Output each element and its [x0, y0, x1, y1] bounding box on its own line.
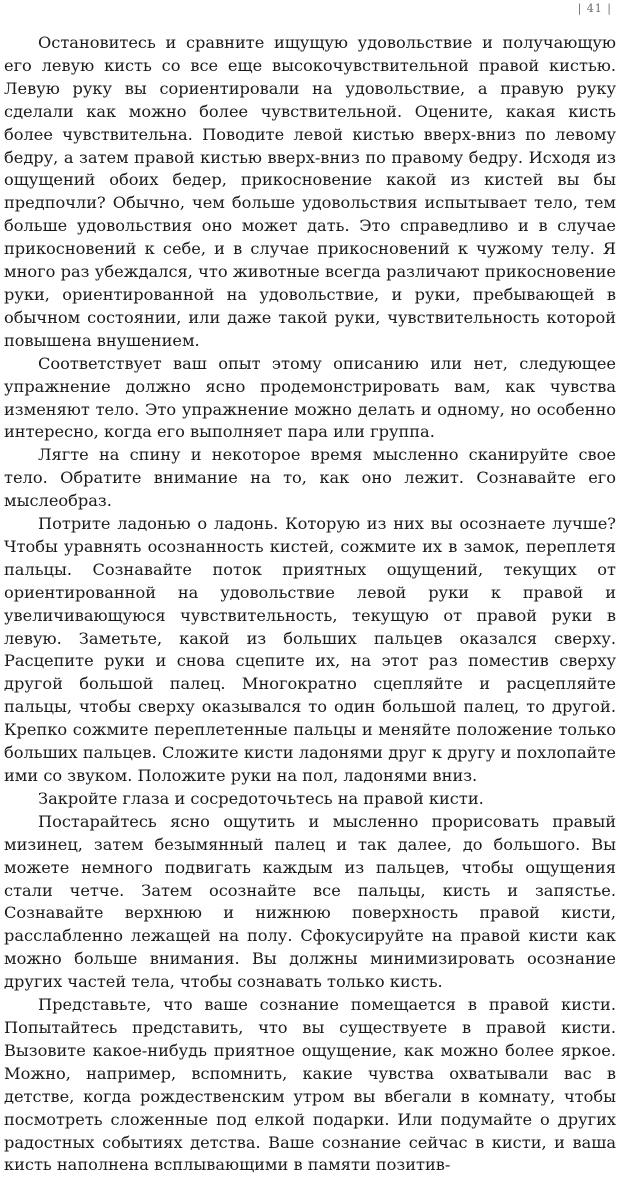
paragraph: Потрите ладонью о ладонь. Которую из них вы осознаете лучше? Чтобы уравнять осознанность кистей, сожмите их в замок, переплетя пальцы. Сознавайте поток приятных ощущений, текущих от ориентированной на удовольствие левой руки к правой и увеличивающуюся чувствительность, текущую от правой руки в левую. Заметьте, какой из больших пальцев оказался сверху. Расцепите руки и снова сцепите их, на этот раз поместив сверху другой большой палец. Многократно сцепляйте и расцепляйте пальцы, чтобы сверху оказывался то один большой палец, то другой. Крепко сожмите переплетенные пальцы и меняйте положение только больших пальцев. Сложите кисти ладонями друг к другу и похлопайте ими со звуком. Положите руки на пол, ладонями вниз. — [4, 514, 616, 785]
paragraph: Остановитесь и сравните ищущую удовольствие и получающую его левую кисть со все еще высокочувствительной правой кистью. Левую руку вы сориентировали на удовольствие, а правую руку сделали как можно более чувствительной. Оцените, какая кисть более чувствительна. Поводите левой кистью вверх-вниз по левому бедру, а затем правой кистью вверх-вниз по правому бедру. Исходя из ощущений обоих бедер, прикосновение какой из кистей вы бы предпочли? Обычно, чем больше удовольствия испытывает тело, тем больше удовольствия оно может дать. Это справедливо и в случае прикосновений к себе, и в случае прикосновений к чужому телу. Я много раз убеждался, что животные всегда различают прикосновение руки, ориентированной на удовольствие, и руки, пребывающей в обычном состоянии, или даже такой руки, чувствительность которой повышена внушением. — [4, 33, 616, 350]
paragraph: Соответствует ваш опыт этому описанию или нет, следующее упражнение должно ясно продемонстрировать вам, как чувства изменяют тело. Это упражнение можно делать и одному, но особенно интересно, когда его выполняет пара или группа. — [4, 353, 616, 442]
paragraph: Постарайтесь ясно ощутить и мысленно прорисовать правый мизинец, затем безымянный палец и так далее, до большого. Вы можете немного подвигать каждым из пальцев, чтобы ощущения стали четче. Затем осознайте все пальцы, кисть и запястье. Сознавайте верхнюю и нижнюю поверхность правой кисти, расслабленно лежащей на полу. Сфокусируйте на правой кисти как можно больше внимания. Вы должны минимизировать осознание других частей тела, чтобы сознавать только кисть. — [4, 811, 616, 992]
paragraph: Закройте глаза и сосредоточьтесь на правой кисти. — [38, 788, 484, 808]
paragraph: Представьте, что ваше сознание помещается в правой кисти. Попытайтесь представить, что вы существуете в правой кисти. Вызовите какое-нибудь приятное ощущение, как можно более яркое. Можно, например, вспомнить, какие чувства охватывали вас в детстве, когда рождественским утром вы вбегали в комнату, чтобы посмотреть сложенные под елкой подарки. Или подумайте о других радостных событиях детства. Ваше сознание сейчас в кисти, и ваша кисть наполнена всплывающими в памяти позитив- — [4, 995, 616, 1175]
paragraph: Лягте на спину и некоторое время мысленно сканируйте свое тело. Обратите внимание на то, как оно лежит. Сознавайте его мыслеобраз. — [4, 445, 616, 511]
page-body — [4, 32, 616, 1177]
page-number: | 41 | — [577, 2, 612, 15]
